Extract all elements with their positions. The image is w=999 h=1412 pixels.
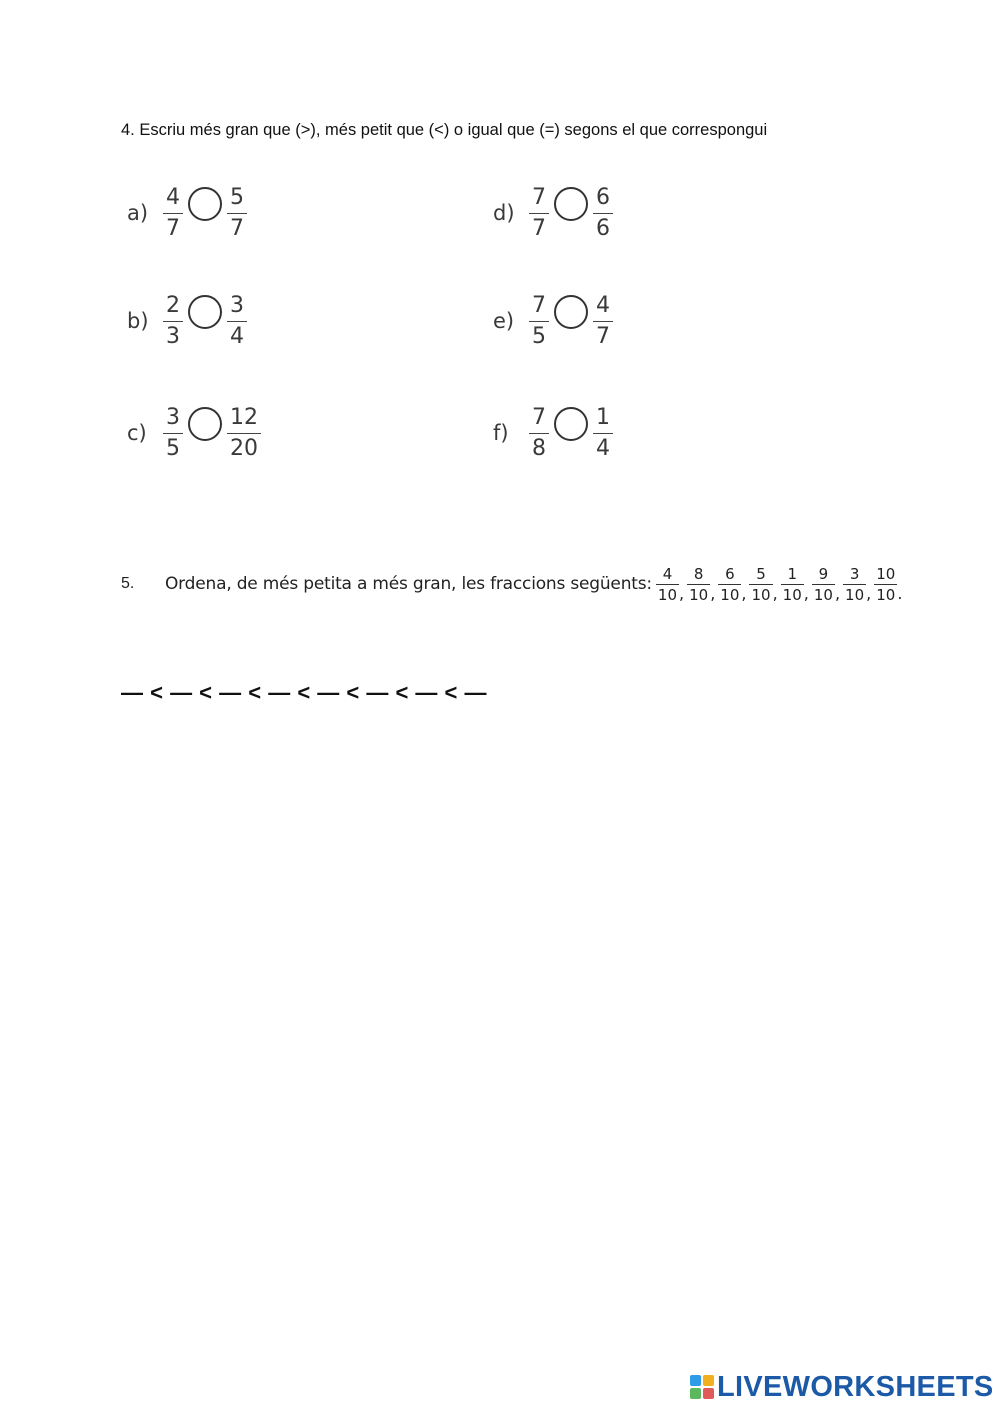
comparison-answer-circle[interactable] [554,187,588,221]
denominator: 7 [529,213,549,244]
comparison-answer-circle[interactable] [554,295,588,329]
denominator: 5 [163,433,183,464]
fraction [656,564,679,605]
exercise-label: e) [493,309,515,333]
separator: , [710,583,716,603]
denominator: 7 [163,213,183,244]
numerator: 3 [849,564,860,583]
separator: , [679,583,685,603]
separator: , [834,583,841,603]
separator: , [803,583,809,603]
fraction [874,564,897,605]
fraction-right [225,183,249,244]
fraction-left [161,403,185,464]
comparison-answer-circle[interactable] [188,407,222,441]
separator: , [741,583,747,603]
denominator: 10 [782,585,802,604]
numerator: 5 [230,184,244,210]
exercise-e [493,289,615,353]
numerator: 7 [532,292,546,318]
fraction-left [527,403,551,464]
numerator: 1 [787,564,797,583]
fraction [687,564,710,605]
numerator: 8 [693,564,704,583]
numerator: 1 [596,404,610,430]
denominator: 4 [593,433,613,464]
numerator: 6 [596,184,610,210]
separator: , [866,583,872,603]
numerator: 3 [166,404,180,430]
fraction-left [161,183,185,244]
denominator: 20 [227,433,261,464]
denominator: 10 [845,585,865,604]
numerator: 9 [818,564,829,583]
separator: . [897,583,903,603]
denominator: 4 [227,321,247,352]
fraction-right [225,291,249,352]
answer-order-line[interactable]: — < — < — < — < — < — < — < — [121,680,488,705]
numerator: 6 [725,564,735,583]
numerator: 3 [230,292,244,318]
denominator: 5 [529,321,549,352]
exercise-d [493,181,615,245]
fraction-right [591,291,615,352]
denominator: 10 [657,585,678,604]
liveworksheets-logo-icon [690,1375,714,1399]
denominator: 3 [163,321,183,352]
fraction-right [225,403,263,464]
fraction-right [591,403,615,464]
exercise-f [493,401,615,465]
comparison-answer-circle[interactable] [188,187,222,221]
separator: , [772,583,778,603]
question-4-title: 4. Escriu més gran que (>), més petit que (<) o igual que (=) segons el que correspongui [121,121,768,139]
question-5-number: 5. [121,575,135,592]
denominator: 10 [876,585,896,604]
denominator: 6 [593,213,613,244]
denominator: 8 [529,433,549,464]
fraction [718,564,741,605]
denominator: 10 [720,585,740,604]
numerator: 4 [166,184,180,210]
exercise-label: a) [127,201,149,225]
exercise-label: d) [493,201,515,225]
fraction-left [161,291,185,352]
comparison-answer-circle[interactable] [188,295,222,329]
fraction-list [656,564,906,605]
fraction-right [591,183,615,244]
denominator: 10 [689,585,709,604]
logo-text: LIVEWORKSHEETS [717,1370,994,1403]
numerator: 2 [166,292,180,318]
denominator: 7 [593,321,613,352]
fraction [781,564,804,605]
numerator: 10 [876,564,896,583]
question-5-text: Ordena, de més petita a més gran, les fraccions següents: [165,574,652,594]
numerator: 4 [596,292,610,318]
denominator: 10 [813,585,833,604]
fraction [812,564,835,605]
numerator: 7 [532,404,546,430]
exercise-label: f) [493,421,509,445]
exercise-label: c) [127,421,147,445]
exercise-label: b) [127,309,149,333]
numerator: 4 [662,564,673,583]
numerator: 12 [230,404,258,430]
fraction-left [527,183,551,244]
question-5 [121,561,905,607]
fraction-left [527,291,551,352]
denominator: 10 [751,585,771,604]
denominator: 7 [227,213,247,244]
exercise-c [127,401,263,465]
fraction [749,564,772,605]
fraction [843,564,866,605]
liveworksheets-logo [690,1372,994,1402]
comparison-answer-circle[interactable] [554,407,588,441]
numerator: 5 [756,564,766,583]
exercise-a [127,181,249,245]
exercise-b [127,289,249,353]
numerator: 7 [532,184,546,210]
